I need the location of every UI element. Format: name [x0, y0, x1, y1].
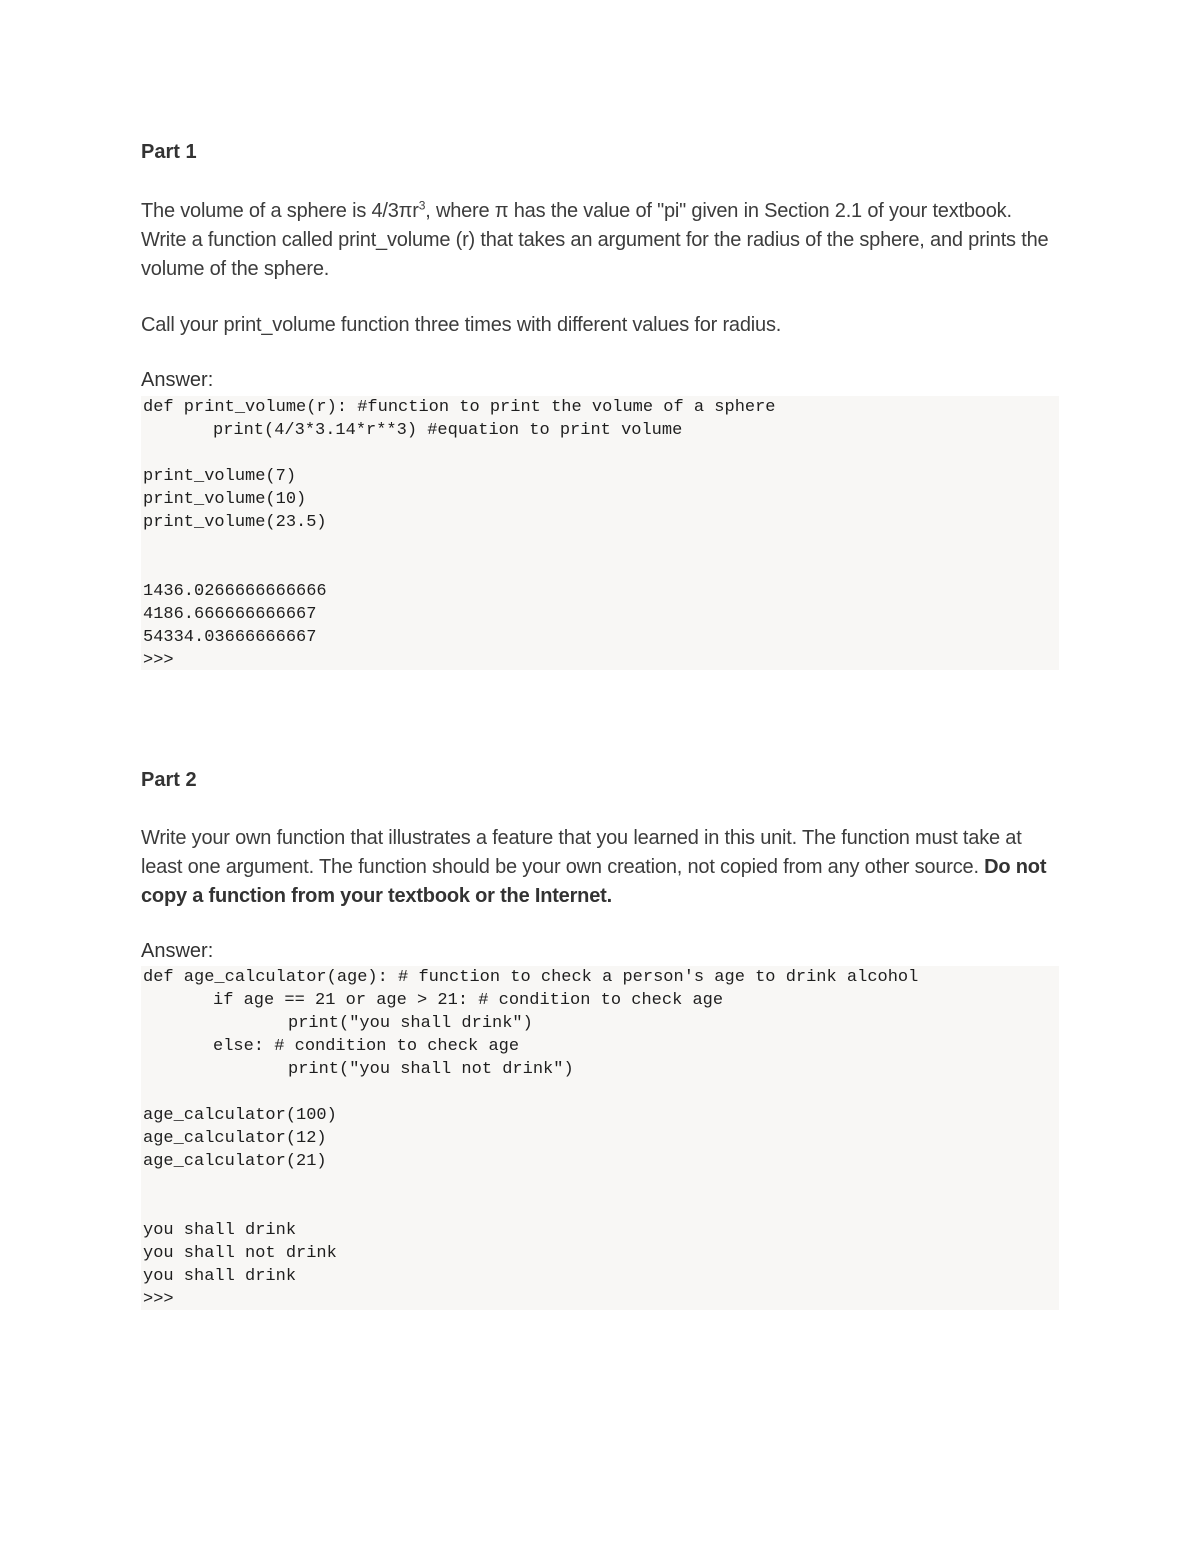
part1-instructions: [141, 197, 1059, 284]
code-line: else: # condition to check age: [213, 1037, 520, 1056]
code-blank-line: [143, 557, 1057, 580]
part1-answer-label: Answer:: [141, 369, 214, 391]
part1-exponent: 3: [418, 198, 426, 213]
code-line: age_calculator(21): [143, 1152, 327, 1171]
code-line: def age_calculator(age): # function to check a person's age to drink alcohol: [143, 968, 919, 987]
part2-instructions-emphasis: Do not copy a function from your textbook or the Internet.: [141, 856, 1047, 907]
code-blank-line: [143, 1196, 1057, 1219]
code-line: age_calculator(100): [143, 1106, 337, 1125]
code-line: print(4/3*3.14*r**3) #equation to print volume: [213, 421, 683, 440]
code-blank-line: [143, 1081, 1057, 1104]
code-line: print("you shall drink"): [288, 1014, 533, 1033]
code-line: print_volume(10): [143, 490, 307, 509]
output-line: 1436.0266666666666: [143, 582, 327, 601]
shell-prompt: >>>: [143, 651, 174, 670]
code-line: print("you shall not drink"): [288, 1060, 574, 1079]
part2-heading: Part 2: [141, 769, 197, 791]
output-line: 54334.03666666667: [143, 628, 317, 647]
code-line: print_volume(23.5): [143, 513, 327, 532]
shell-prompt: >>>: [143, 1290, 174, 1309]
output-line: you shall drink: [143, 1221, 297, 1240]
code-line: def print_volume(r): #function to print the volume of a sphere: [143, 398, 776, 417]
part2-code-block: [141, 966, 1059, 1310]
part1-instructions-rest: , where π has the value of "pi" given in Section 2.1 of your textbook. Write a function called print_volume (r) that takes an argument for the radius of the sphere, and prints the volume of the sphere.: [141, 200, 1049, 280]
part1-code-block: [141, 396, 1059, 670]
code-line: age_calculator(12): [143, 1129, 327, 1148]
part2-answer-label: Answer:: [141, 940, 214, 962]
part1-instructions-start: The volume of a sphere is 4/3πr: [141, 200, 419, 222]
part2-instructions: [141, 824, 1059, 911]
part1-heading: Part 1: [141, 141, 197, 163]
part1-call-instructions: Call your print_volume function three times with different values for radius.: [141, 314, 782, 336]
code-line: print_volume(7): [143, 467, 297, 486]
code-blank-line: [143, 1173, 1057, 1196]
part2-instructions-text: Write your own function that illustrates a feature that you learned in this unit. The function must take at least one argument. The function should be your own creation, not copied from any other source.: [141, 827, 1022, 878]
output-line: you shall drink: [143, 1267, 297, 1286]
code-blank-line: [143, 534, 1057, 557]
code-blank-line: [143, 442, 1057, 465]
output-line: 4186.666666666667: [143, 605, 317, 624]
code-line: if age == 21 or age > 21: # condition to check age: [213, 991, 724, 1010]
output-line: you shall not drink: [143, 1244, 337, 1263]
